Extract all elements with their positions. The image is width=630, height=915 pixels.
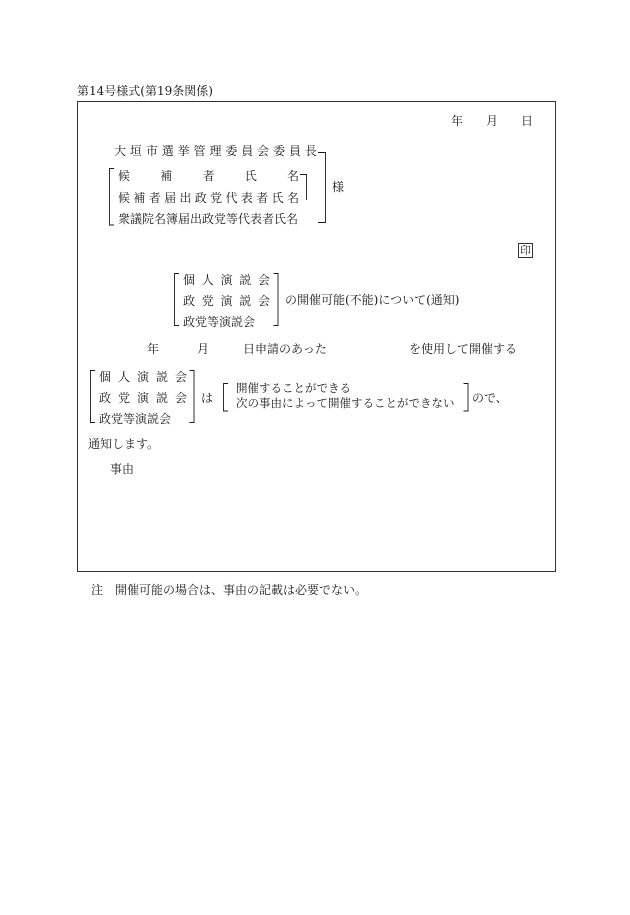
subject-type-party-etc: 政党等演説会 xyxy=(183,315,256,329)
reason-label: 事由 xyxy=(110,462,135,476)
char: 会 xyxy=(257,273,270,287)
char: 員 xyxy=(288,144,301,158)
char: 理 xyxy=(209,144,222,158)
body-type-party xyxy=(99,392,187,404)
char: 政 xyxy=(183,294,196,308)
char: 氏 xyxy=(244,169,257,183)
char: 候 xyxy=(118,191,131,205)
sender-bracket-right xyxy=(300,152,330,224)
sender-option-house-list-representative: 衆議院名簿届出政党等代表者氏名 xyxy=(118,212,299,226)
char: 説 xyxy=(239,294,252,308)
char: 挙 xyxy=(177,144,190,158)
char: 氏 xyxy=(271,191,284,205)
char: 市 xyxy=(145,144,158,158)
sender-option-party-representative xyxy=(118,192,299,204)
char: 演 xyxy=(220,273,233,287)
char: 個 xyxy=(183,273,196,287)
char: 会 xyxy=(257,294,270,308)
date-year-label: 年 xyxy=(451,114,464,128)
char: 政 xyxy=(99,391,112,405)
subject-bracket-left xyxy=(173,273,181,327)
char: 補 xyxy=(133,191,146,205)
body-use-text: を使用して開催する xyxy=(409,342,518,356)
seal-box: 印 xyxy=(520,244,531,257)
char: 名 xyxy=(286,169,299,183)
committee-chair xyxy=(114,145,317,157)
char: 委 xyxy=(225,144,238,158)
body-bracket-right xyxy=(188,370,196,424)
char: 説 xyxy=(239,273,252,287)
char: 党 xyxy=(201,294,214,308)
char: 政 xyxy=(194,191,207,205)
char: 者 xyxy=(256,191,269,205)
char: 説 xyxy=(155,391,168,405)
sender-bracket-left xyxy=(108,168,116,226)
char: 表 xyxy=(240,191,253,205)
char: 会 xyxy=(174,391,187,405)
honorific: 様 xyxy=(332,180,345,194)
char: 選 xyxy=(161,144,174,158)
body-after-text: ので、 xyxy=(472,391,508,405)
date-month-label: 月 xyxy=(486,114,499,128)
char: 員 xyxy=(241,144,254,158)
body-bracket-left xyxy=(89,370,97,424)
date-day-label: 日 xyxy=(521,114,534,128)
sender-option-candidate xyxy=(118,170,299,182)
footnote: 注 開催可能の場合は、事由の記載は必要でない。 xyxy=(91,583,368,597)
char: 出 xyxy=(179,191,192,205)
body-day-text: 日申請のあった xyxy=(243,342,327,356)
char: 補 xyxy=(160,169,173,183)
char: 長 xyxy=(304,144,317,158)
outcome-bracket-left xyxy=(222,383,230,413)
char: 委 xyxy=(273,144,286,158)
subject-type-party xyxy=(183,295,270,307)
char: 名 xyxy=(286,191,299,205)
body-year-label: 年 xyxy=(147,342,160,356)
subject-text: の開催可能(不能)について(通知) xyxy=(285,293,460,307)
char: 説 xyxy=(155,370,168,384)
char: 者 xyxy=(202,169,215,183)
form-number: 第14号様式(第19条関係) xyxy=(77,84,213,98)
closing-text: 通知します。 xyxy=(88,437,160,451)
char: 代 xyxy=(225,191,238,205)
char: 大 xyxy=(114,144,127,158)
char: 会 xyxy=(174,370,187,384)
char: 垣 xyxy=(129,144,142,158)
char: 党 xyxy=(210,191,223,205)
body-particle: は xyxy=(201,391,214,405)
char: 管 xyxy=(193,144,206,158)
char: 届 xyxy=(164,191,177,205)
char: 党 xyxy=(117,391,130,405)
char: 演 xyxy=(136,370,149,384)
char: 人 xyxy=(117,370,130,384)
outcome-option-impossible: 次の事由によって開催することができない xyxy=(236,396,455,410)
char: 人 xyxy=(201,273,214,287)
char: 演 xyxy=(136,391,149,405)
outcome-option-possible: 開催することができる xyxy=(236,381,351,395)
body-type-party-etc: 政党等演説会 xyxy=(99,412,172,426)
subject-type-individual xyxy=(183,274,270,286)
char: 候 xyxy=(118,169,131,183)
body-month-label: 月 xyxy=(197,342,210,356)
outcome-bracket-right xyxy=(462,383,470,413)
char: 者 xyxy=(148,191,161,205)
char: 演 xyxy=(220,294,233,308)
subject-bracket-right xyxy=(272,273,280,327)
char: 個 xyxy=(99,370,112,384)
body-type-individual xyxy=(99,371,187,383)
char: 会 xyxy=(257,144,270,158)
